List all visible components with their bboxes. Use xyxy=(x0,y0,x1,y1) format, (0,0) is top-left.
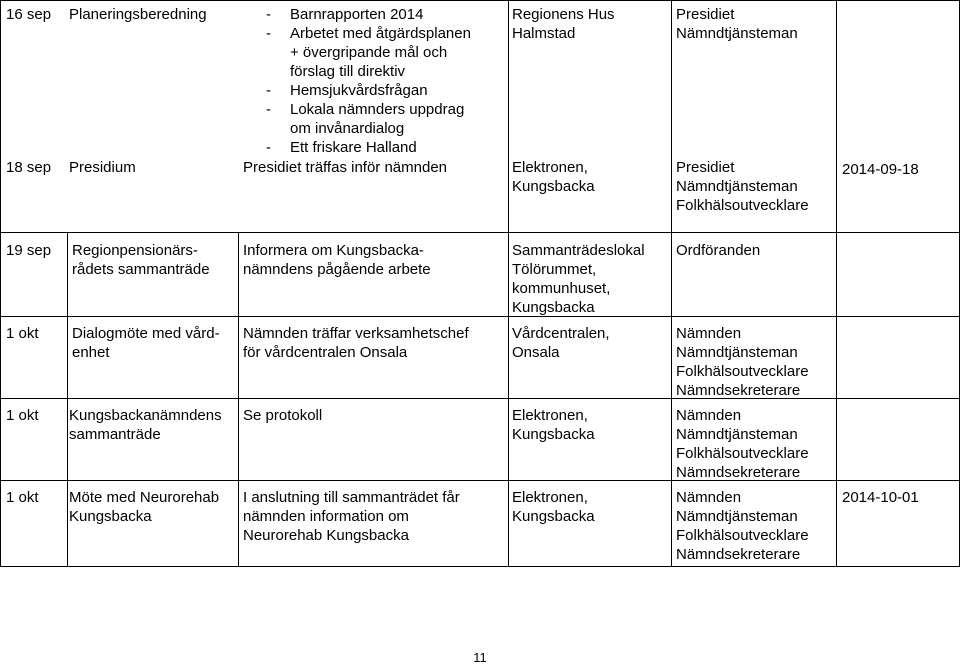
column-separator xyxy=(836,0,837,566)
place-cell: Regionens Hus Halmstad xyxy=(512,6,615,42)
agenda-item: - Hemsjukvårdsfrågan xyxy=(266,82,428,99)
activity-cell: Kungsbackanämndens sammanträde xyxy=(69,407,222,443)
note-cell: 2014-09-18 xyxy=(842,161,919,178)
content-cell: Se protokoll xyxy=(243,407,323,424)
activity-cell: Regionpensionärs- rådets sammanträde xyxy=(72,242,210,278)
date-cell: 1 okt xyxy=(6,407,39,424)
date-cell: 1 okt xyxy=(6,325,39,342)
activity-cell: Planeringsberedning xyxy=(69,6,207,23)
activity-cell: Presidium xyxy=(69,159,136,176)
participants-cell: Presidiet Nämndtjänsteman Folkhälsoutvecklare xyxy=(676,159,809,214)
participants-cell: Nämnden Nämndtjänsteman Folkhälsoutvecklare Nämndsekreterare xyxy=(676,489,809,563)
date-cell: 1 okt xyxy=(6,489,39,506)
agenda-item: - Lokala nämnders uppdrag om invånardialog xyxy=(266,101,465,137)
table-top-border xyxy=(0,0,960,1)
row-separator xyxy=(0,398,960,399)
content-cell: Informera om Kungsbacka- nämndens pågående arbete xyxy=(243,242,431,278)
content-cell: I anslutning till sammanträdet får nämnden information om Neurorehab Kungsbacka xyxy=(243,489,460,544)
page-number: 11 xyxy=(473,650,487,665)
place-cell: Sammanträdeslokal Tölörummet, kommunhuset, Kungsbacka xyxy=(512,242,645,316)
agenda-item: - Arbetet med åtgärdsplanen + övergripande mål och förslag till direktiv xyxy=(266,25,471,80)
place-cell: Elektronen, Kungsbacka xyxy=(512,159,595,195)
participants-cell: Nämnden Nämndtjänsteman Folkhälsoutvecklare Nämndsekreterare xyxy=(676,407,809,481)
participants-cell: Presidiet Nämndtjänsteman xyxy=(676,6,798,42)
content-cell: Presidiet träffas inför nämnden xyxy=(243,159,448,176)
column-separator xyxy=(238,232,239,566)
place-cell: Vårdcentralen, Onsala xyxy=(512,325,610,361)
date-cell: 19 sep xyxy=(6,242,52,259)
participants-cell: Nämnden Nämndtjänsteman Folkhälsoutvecklare Nämndsekreterare xyxy=(676,325,809,399)
row-separator xyxy=(0,316,960,317)
participants-cell: Ordföranden xyxy=(676,242,761,259)
row-separator xyxy=(0,480,960,481)
column-separator xyxy=(67,232,68,566)
activity-cell: Möte med Neurorehab Kungsbacka xyxy=(69,489,220,525)
column-separator xyxy=(508,0,509,566)
table-bottom-border xyxy=(0,566,960,567)
activity-cell: Dialogmöte med vård- enhet xyxy=(72,325,220,361)
place-cell: Elektronen, Kungsbacka xyxy=(512,407,595,443)
column-separator xyxy=(671,0,672,566)
date-cell: 18 sep xyxy=(6,159,52,176)
agenda-item: - Barnrapporten 2014 xyxy=(266,6,424,23)
table-left-border xyxy=(0,0,1,567)
place-cell: Elektronen, Kungsbacka xyxy=(512,489,595,525)
agenda-item: - Ett friskare Halland xyxy=(266,139,417,156)
agenda-list xyxy=(266,5,471,157)
note-cell: 2014-10-01 xyxy=(842,489,919,506)
row-separator xyxy=(0,232,960,233)
content-cell: Nämnden träffar verksamhetschef för vårdcentralen Onsala xyxy=(243,325,469,361)
date-cell: 16 sep xyxy=(6,6,52,23)
